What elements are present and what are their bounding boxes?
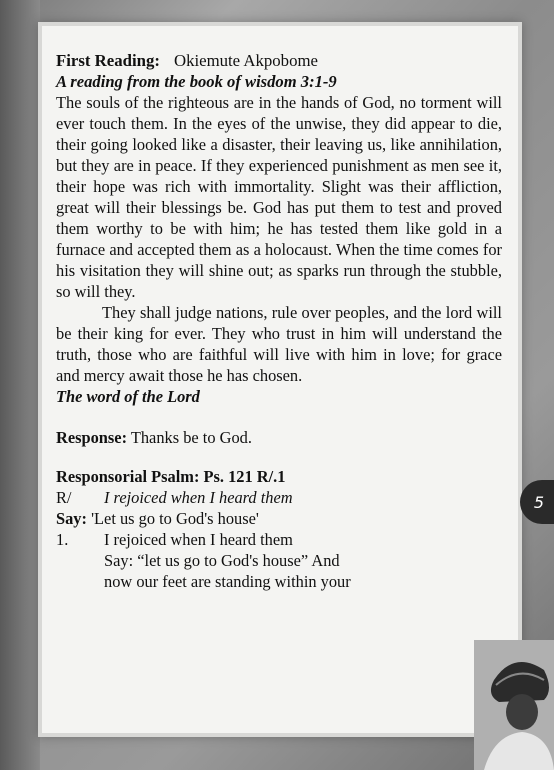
verse-line: I rejoiced when I heard them (104, 530, 293, 549)
refrain-text: I rejoiced when I heard them (104, 488, 293, 507)
page-number-tab: 5 (520, 480, 554, 524)
reading-closing: The word of the Lord (56, 387, 200, 406)
spacer (56, 407, 502, 427)
response-line (56, 427, 502, 448)
verse-line: Say: “let us go to God's house” And (104, 551, 340, 570)
say-line (56, 508, 502, 529)
refrain-label: R/ (56, 488, 72, 507)
response-text: Thanks be to God. (130, 428, 252, 447)
verse-number: 1. (56, 530, 69, 549)
page-background (0, 0, 40, 770)
reading-subtitle: A reading from the book of wisdom 3:1-9 (56, 72, 337, 91)
reading-paragraph-1: The souls of the righteous are in the hands of God, no torment will ever touch them. In the eyes of the unwise, they did appear to die, their going looked like a disaster, their leaving us, like annihilation, but they are in peace. If they experienced punishment as men see it, their hope was rich with immortality. Slight was their affliction, great will their blessings be. God has put them to test and proved them worthy to be with him; he has tested them like gold in a furnace and accepted them as a holocaust. When the time comes for his visitation they will shine out; as sparks run through the stubble, so will they. (56, 93, 502, 301)
say-label: Say: (56, 509, 87, 528)
spacer (56, 448, 502, 466)
psalm-title: Responsorial Psalm: Ps. 121 R/.1 (56, 467, 286, 486)
say-text: 'Let us go to God's house' (91, 509, 259, 528)
response-label: Response: (56, 428, 128, 447)
reading-card (38, 22, 522, 737)
psalm-verse-1 (56, 529, 502, 550)
reading-heading (56, 50, 502, 71)
psalm-refrain (56, 487, 502, 508)
reading-paragraph-2: They shall judge nations, rule over peoples, and the lord will be their king for ever. They who trust in him will understand the truth, those who are faithful will live with him in love; for grace and mercy await those he has chosen. (56, 303, 502, 385)
reading-title-label: First Reading: (56, 51, 160, 70)
reader-name: Okiemute Akpobome (173, 51, 318, 70)
portrait-image (474, 640, 554, 770)
verse-line: now our feet are standing within your (104, 572, 351, 591)
